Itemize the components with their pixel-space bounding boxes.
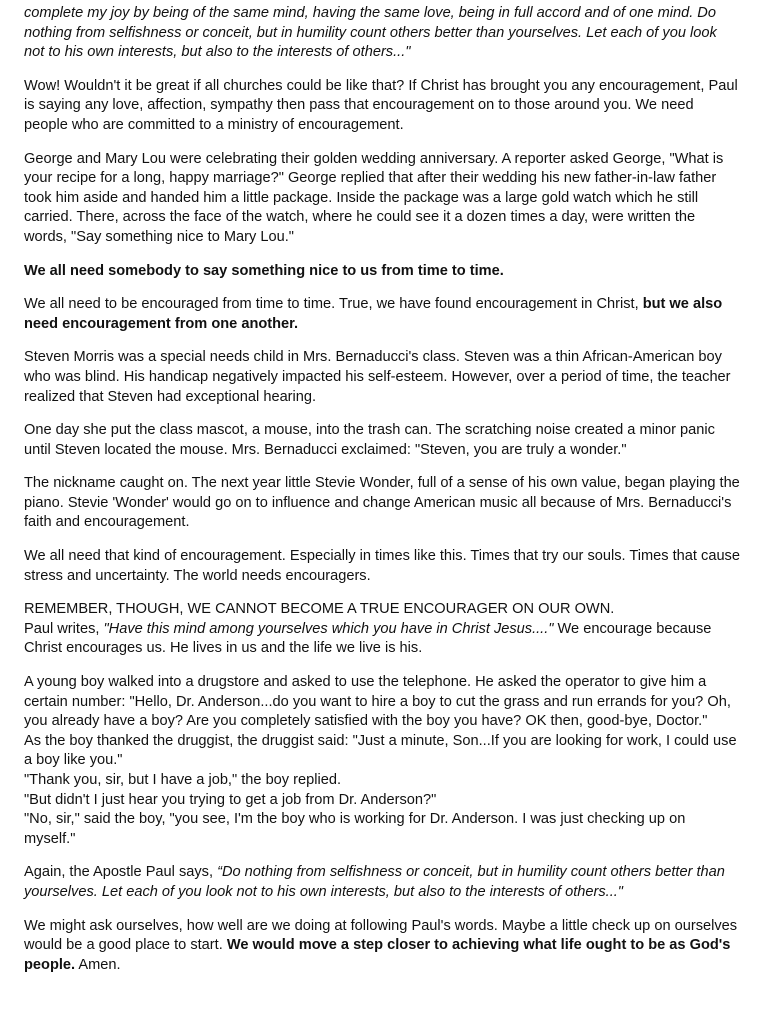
paragraph-encouragers: We all need that kind of encouragement. Especially in times like this. Times that try our souls. Times that cause stress and uncertainty. The world needs encouragers.: [24, 548, 740, 584]
paragraph-george-mary-lou: George and Mary Lou were celebrating their golden wedding anniversary. A reporter asked George, "What is your recipe for a long, happy marriage?" George replied that after their wedding his new father-in-law father took him aside and handed him a little package. Inside the package was a large gold watch which he still carried. There, across the face of the watch, where he could see it a dozen times a day, were written the words, "Say something nice to Mary Lou.": [24, 150, 724, 245]
conclusion-amen: Amen.: [75, 956, 121, 973]
paul-writes-quote: "Have this mind among yourselves which you have in Christ Jesus....": [103, 620, 554, 637]
conclusion-bold-text: We would move a step closer to achieving what life ought to be as God's people.: [24, 937, 731, 973]
scripture-quote-paragraph: complete my joy by being of the same mind, having the same love, being in full accord and of one mind. Do nothing from selfishness or conceit, but in humility count others better than yourselves. Let each of you look not to his own interests, but also to the interests of others...": [24, 5, 717, 61]
paragraph-conclusion: [24, 917, 740, 976]
apostle-paul-quote: “Do nothing from selfishness or conceit, but in humility count others better than yourselves. Let each of you look not to his own interests, but also to the interests of others...": [24, 864, 725, 900]
apostle-paul-text: Again, the Apostle Paul says,: [24, 864, 218, 881]
story-line-question: "But didn't I just hear you trying to get a job from Dr. Anderson?": [24, 791, 437, 808]
encouraged-text: We all need to be encouraged from time to time. True, we have found encouragement in Christ,: [24, 296, 643, 313]
paragraph-drugstore-story: [24, 673, 740, 849]
paragraph-encouraged: [24, 295, 740, 334]
paul-writes-text: Paul writes,: [24, 620, 104, 637]
remember-caps-line: REMEMBER, THOUGH, WE CANNOT BECOME A TRUE ENCOURAGER ON OUR OWN.: [24, 601, 615, 618]
story-line-reply: "Thank you, sir, but I have a job," the boy replied.: [24, 772, 342, 788]
story-line-druggist: As the boy thanked the druggist, the druggist said: "Just a minute, Son...If you are looking for work, I could use a boy like you.": [24, 732, 737, 769]
paragraph-remember: [24, 600, 740, 659]
encouraged-bold-text: but we also need encouragement from one another.: [24, 296, 723, 332]
paragraph-steven-morris: Steven Morris was a special needs child in Mrs. Bernaducci's class. Steven was a thin African-American boy who was blind. His handicap negatively impacted his self-esteem. However, over a period of time, the teacher realized that Steven had exceptional hearing.: [24, 349, 731, 405]
bold-statement-paragraph: We all need somebody to say something nice to us from time to time.: [24, 262, 504, 279]
paragraph-churches: Wow! Wouldn't it be great if all churches could be like that? If Christ has brought you any encouragement, Paul is saying any love, affection, sympathy then pass that encouragement on to those around you. We need people who are committed to a ministry of encouragement.: [24, 77, 738, 133]
paragraph-mouse: One day she put the class mascot, a mouse, into the trash can. The scratching noise created a minor panic until Steven located the mouse. Mrs. Bernaducci exclaimed: "Steven, you are truly a wonder.": [24, 422, 715, 458]
conclusion-text: We might ask ourselves, how well are we doing at following Paul's words. Maybe a little check up on ourselves would be a good place to start.: [24, 917, 738, 954]
story-line-telephone: A young boy walked into a drugstore and asked to use the telephone. He asked the operator to give him a certain number: "Hello, Dr. Anderson...do you want to hire a boy to cut the grass and run errands for you? Oh, you already have a boy? Are you completely satisfied with the boy you have? OK then, good-bye, Doctor.": [24, 674, 731, 730]
paragraph-nickname: The nickname caught on. The next year little Stevie Wonder, full of a sense of his own value, began playing the piano. Stevie 'Wonder' would go on to influence and change American music all because of Mrs. Bernaducci's faith and encouragement.: [24, 475, 740, 531]
paragraph-apostle-paul: [24, 863, 740, 902]
paul-writes-post: We encourage because Christ encourages us. He lives in us and the life we live is his.: [24, 620, 712, 657]
story-line-answer: "No, sir," said the boy, "you see, I'm the boy who is working for Dr. Anderson. I was just checking up on myself.": [24, 811, 686, 847]
